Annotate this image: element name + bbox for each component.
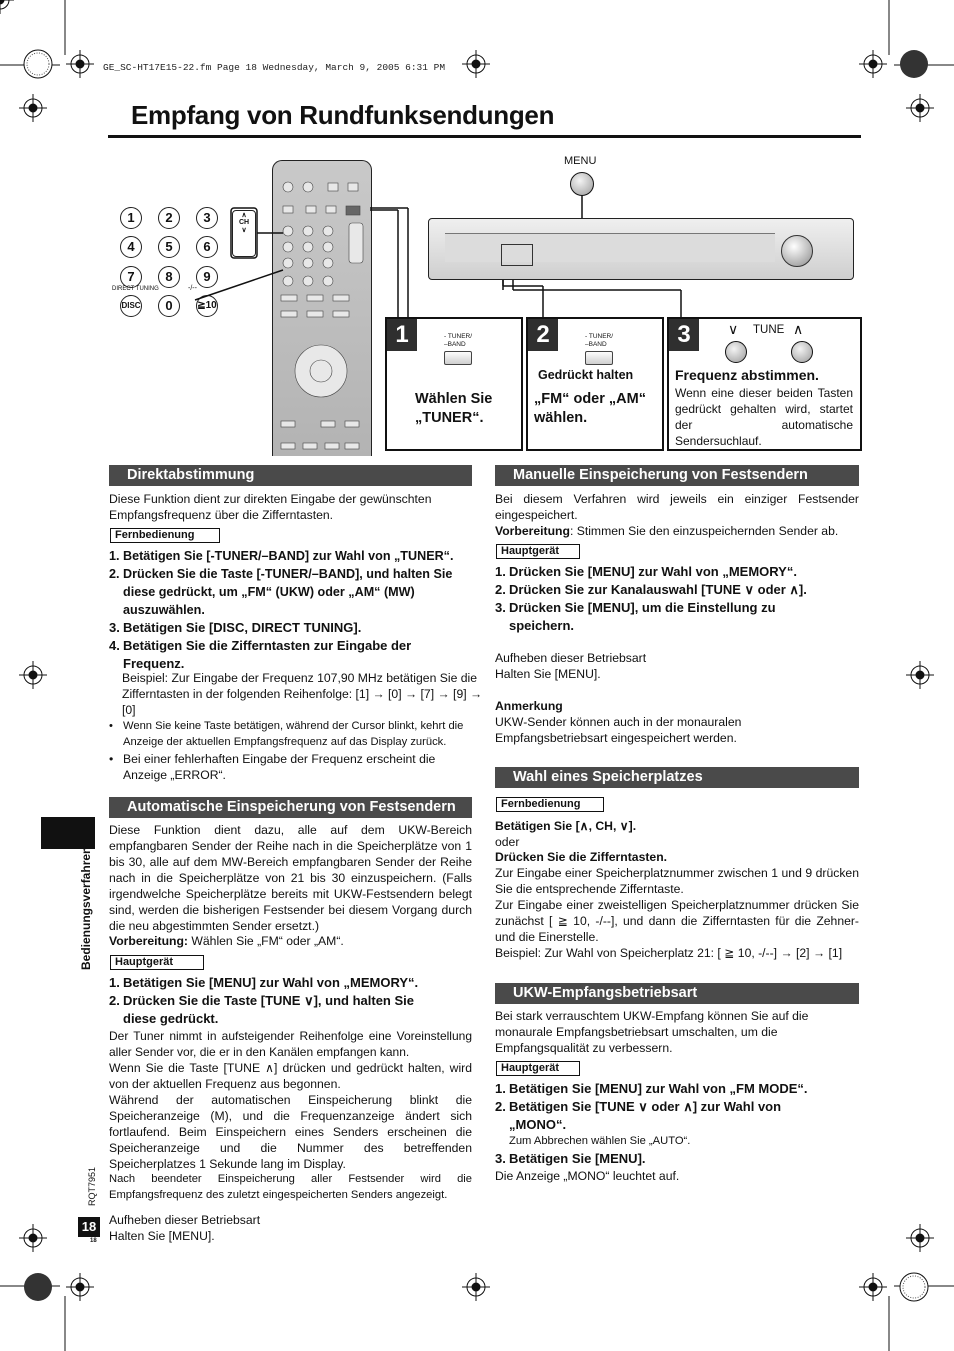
step2-btn-label: - TUNER/ –BAND (585, 333, 614, 348)
auto-p1: Der Tuner nimmt in aufsteigender Reihenfolge eine Voreinstellung aller Sender vor, die er in den Kanälen empfangen kann. (109, 1029, 472, 1059)
main-unit (428, 218, 854, 280)
auto-cancel-2: Halten Sie [MENU]. (109, 1229, 215, 1243)
speicher-p3: Beispiel: Zur Wahl von Speicherplatz 21: [ ≧ 10, -/--] → [2] → [1] (495, 946, 843, 960)
numkey-6: 6 (196, 236, 218, 258)
manual-step-3: 3. Drücken Sie [MENU], um die Einstellung zu (495, 600, 776, 615)
step2-box (526, 317, 664, 451)
direkt-intro: Diese Funktion dient zur direkten Eingabe der gewünschten Empfangsfrequenz über die Zifferntasten. (109, 492, 432, 522)
dash-label: -/-- (188, 285, 197, 292)
tune-label: TUNE (753, 324, 785, 336)
direkt-title: Direktabstimmung (109, 465, 472, 486)
step2-text1: „FM“ oder „AM“ (534, 391, 646, 407)
auto-prep: Vorbereitung: Wählen Sie „FM“ oder „AM“. (109, 934, 344, 948)
diagram-area (108, 150, 868, 455)
step3-heading: Frequenz abstimmen. (675, 367, 819, 383)
manual-step-2: 2. Drücken Sie zur Kanalauswahl [TUNE ∨ oder ∧]. (495, 582, 807, 597)
numkey-0: 0 (158, 295, 180, 317)
tiny-page: 18 (90, 1238, 97, 1244)
direkt-step-4b: Frequenz. (123, 656, 185, 671)
ukw-step-2b: „MONO“. (509, 1117, 567, 1132)
direct-tuning-label: DIRECT TUNING (112, 286, 159, 292)
speicher-title: Wahl eines Speicherplatzes (495, 767, 859, 788)
speicher-tag: Fernbedienung (496, 797, 604, 812)
auto-steps (109, 974, 479, 1028)
menu-button (570, 172, 594, 196)
ch-label: CH (238, 219, 250, 226)
ukw-step-1: 1. Betätigen Sie [MENU] zur Wahl von „FM MODE“. (495, 1081, 808, 1096)
ukw-end: Die Anzeige „MONO“ leuchtet auf. (495, 1169, 680, 1183)
step1-box (385, 317, 523, 451)
tune-up-icon: ∧ (793, 321, 804, 337)
direkt-example: Beispiel: Zur Eingabe der Frequenz 107,90 MHz betätigen Sie die Zifferntasten in der folgenden Reihenfolge: [1] → [0] → [7] → [9] → [0] (122, 671, 483, 717)
direkt-step-1: 1. Betätigen Sie [-TUNER/–BAND] zur Wahl von „TUNER“. (109, 549, 454, 563)
auto-tag: Hauptgerät (110, 955, 204, 970)
ukw-step-2: 2. Betätigen Sie [TUNE ∨ oder ∧] zur Wahl von (495, 1099, 782, 1114)
tuner-band-area (501, 244, 533, 266)
direkt-step-2b: diese gedrückt, um „FM“ (UKW) oder „AM“ (MW) (123, 585, 415, 599)
step1-tuner-band-button (444, 351, 472, 365)
title-rule (108, 135, 861, 138)
speicher-l1: Betätigen Sie [∧, CH, ∨]. (495, 819, 637, 833)
step1-text2: „TUNER“. (415, 410, 484, 426)
doc-code: RQT7951 (87, 1166, 97, 1206)
speicher-p1: Zur Eingabe einer Speicherplatznummer zwischen 1 und 9 drücken Sie die entsprechende Zifferntaste. (495, 866, 859, 896)
direkt-bullet-1: • Wenn Sie keine Taste betätigen, während der Cursor blinkt, kehrt die Anzeige der aktuellen Empfangsfrequenz auf das Display zurück. (109, 720, 464, 748)
direkt-bullet-2: • Bei einer fehlerhaften Eingabe der Frequenz erscheint die Anzeige „ERROR“. (109, 752, 436, 782)
auto-title: Automatische Einspeicherung von Festsendern (109, 797, 472, 818)
speicher-l2: oder (495, 835, 520, 849)
step1-number: 1 (387, 319, 417, 351)
direkt-tag: Fernbedienung (110, 528, 220, 543)
page-number: 18 (78, 1217, 100, 1237)
manual-note-heading: Anmerkung (495, 699, 563, 713)
direkt-step-2: 2. Drücken Sie die Taste [-TUNER/–BAND], und halten Sie (109, 567, 453, 581)
speicher-l3: Drücken Sie die Zifferntasten. (495, 850, 668, 864)
numkey-2: 2 (158, 207, 180, 229)
display-panel (445, 233, 775, 262)
menu-label: MENU (564, 155, 597, 167)
ukw-steps (495, 1080, 865, 1134)
numkey-5: 5 (158, 236, 180, 258)
step1-text1: Wählen Sie (415, 391, 493, 407)
direkt-step-2c: auszuwählen. (123, 603, 205, 617)
tune-down-button (725, 341, 747, 363)
bullet-icon: • (109, 720, 113, 732)
auto-p3: Während der automatischen Einspeicherung blinkt die Speicheranzeige (M), und die Frequenzanzeige ändert sich fortlaufend. Beim Einspeichern eines Senders erscheinen die Speicheranzeige und die Nummer des betreffenden Speicherplatzes 1 Sekunde lang im Display. (109, 1093, 472, 1171)
auto-p4: Nach beendeter Einspeicherung aller Festsender wird die Empfangsfrequenz des zuletzt eingespeicherten Senders angezeigt. (109, 1173, 472, 1201)
auto-step-1: 1. Betätigen Sie [MENU] zur Wahl von „MEMORY“. (109, 975, 419, 990)
page-title: Empfang von Rundfunksendungen (131, 100, 555, 130)
manual-intro: Bei diesem Verfahren wird jeweils ein einziger Festsender eingespeichert. (495, 492, 859, 522)
step1-btn-label: - TUNER/ –BAND (444, 333, 473, 348)
side-tab-label: Bedienungsverfahren (79, 846, 93, 970)
manual-tag: Hauptgerät (496, 544, 580, 559)
direkt-step-4: 4. Betätigen Sie die Zifferntasten zur Eingabe der (109, 638, 412, 653)
numkey-1: 1 (120, 207, 142, 229)
ukw-step-3: 3. Betätigen Sie [MENU]. (495, 1151, 646, 1166)
ch-up-icon: ∧ (241, 212, 247, 219)
manual-step-1: 1. Drücken Sie [MENU] zur Wahl von „MEMORY“. (495, 564, 797, 579)
step2-text2: wählen. (534, 410, 588, 426)
manual-note: UKW-Sender können auch in der monauralen Empfangsbetriebsart eingespeichert werden. (495, 715, 742, 745)
auto-step-2b: diese gedrückt. (123, 1011, 219, 1026)
auto-step-2: 2. Drücken Sie die Taste [TUNE ∨], und halten Sie (109, 993, 414, 1008)
manual-cancel-1: Aufheben dieser Betriebsart (495, 651, 647, 665)
tune-up-button (791, 341, 813, 363)
ukw-title: UKW-Empfangsbetriebsart (495, 983, 859, 1004)
auto-cancel-1: Aufheben dieser Betriebsart (109, 1213, 261, 1227)
direkt-step-3: 3. Betätigen Sie [DISC, DIRECT TUNING]. (109, 620, 362, 635)
manual-step-3b: speichern. (509, 618, 575, 633)
tune-down-icon: ∨ (728, 321, 739, 337)
step2-number: 2 (528, 319, 558, 351)
ge10-key: ≧10 (196, 295, 218, 317)
numkey-8: 8 (158, 266, 180, 288)
disc-key: DISC (120, 295, 142, 317)
step3-text: Wenn eine dieser beiden Tasten gedrückt gehalten wird, startet der automatische Sendersuchlauf. (675, 386, 853, 448)
volume-knob (781, 235, 813, 267)
ukw-tag: Hauptgerät (496, 1061, 580, 1076)
manual-prep: Vorbereitung: Stimmen Sie den einzuspeichernden Sender ab. (495, 524, 839, 538)
manual-cancel-2: Halten Sie [MENU]. (495, 667, 601, 681)
step3-box (667, 317, 862, 451)
numkey-4: 4 (120, 236, 142, 258)
auto-p2: Wenn Sie die Taste [TUNE ∧] drücken und gedrückt halten, wird von der aktuellen Frequenz aus begonnen. (109, 1061, 472, 1091)
manual-steps (495, 563, 865, 635)
file-header: GE_SC-HT17E15-22.fm Page 18 Wednesday, March 9, 2005 6:31 PM (103, 62, 446, 73)
manual-title: Manuelle Einspeicherung von Festsendern (495, 465, 859, 486)
step3-number: 3 (669, 319, 699, 351)
ukw-intro: Bei stark verrauschtem UKW-Empfang können Sie auf die monaurale Empfangsbetriebsart umschalten, um die Empfangsqualität zu verbessern. (495, 1009, 809, 1055)
auto-intro: Diese Funktion dient dazu, alle auf dem UKW-Bereich empfangbaren Sender der Reihe nach in die Speicherplätze von 1 bis 30, alle auf dem MW-Bereich empfangbaren Sender der Reihe nach in die Speicherplätze von 21 bis 30 einzuspeichern. (Falls irgendwelche Speicherplätze bereits mit UKW-Festsendern belegt sind, werden die bisherigen Festsender bei diesem Vorgang durch die neu abgestimmten Sender ersetzt.) (109, 823, 472, 933)
step2-hold: Gedrückt halten (538, 368, 634, 382)
numkey-9: 9 (196, 266, 218, 288)
speicher-p2: Zur Eingabe einer zweistelligen Speicherplatznummer drücken Sie zunächst [ ≧ 10, -/--], und dann die Zifferntasten für die Zehner- und die Einerstelle. (495, 898, 859, 944)
step2-tuner-band-button (585, 351, 613, 365)
bullet-icon: • (109, 752, 114, 766)
side-tab-block (41, 817, 95, 849)
ch-down-icon: ∨ (241, 227, 247, 234)
direkt-steps (109, 547, 479, 673)
numkey-7: 7 (120, 266, 142, 288)
ukw-cancel: Zum Abbrechen wählen Sie „AUTO“. (509, 1135, 691, 1147)
numkey-3: 3 (196, 207, 218, 229)
